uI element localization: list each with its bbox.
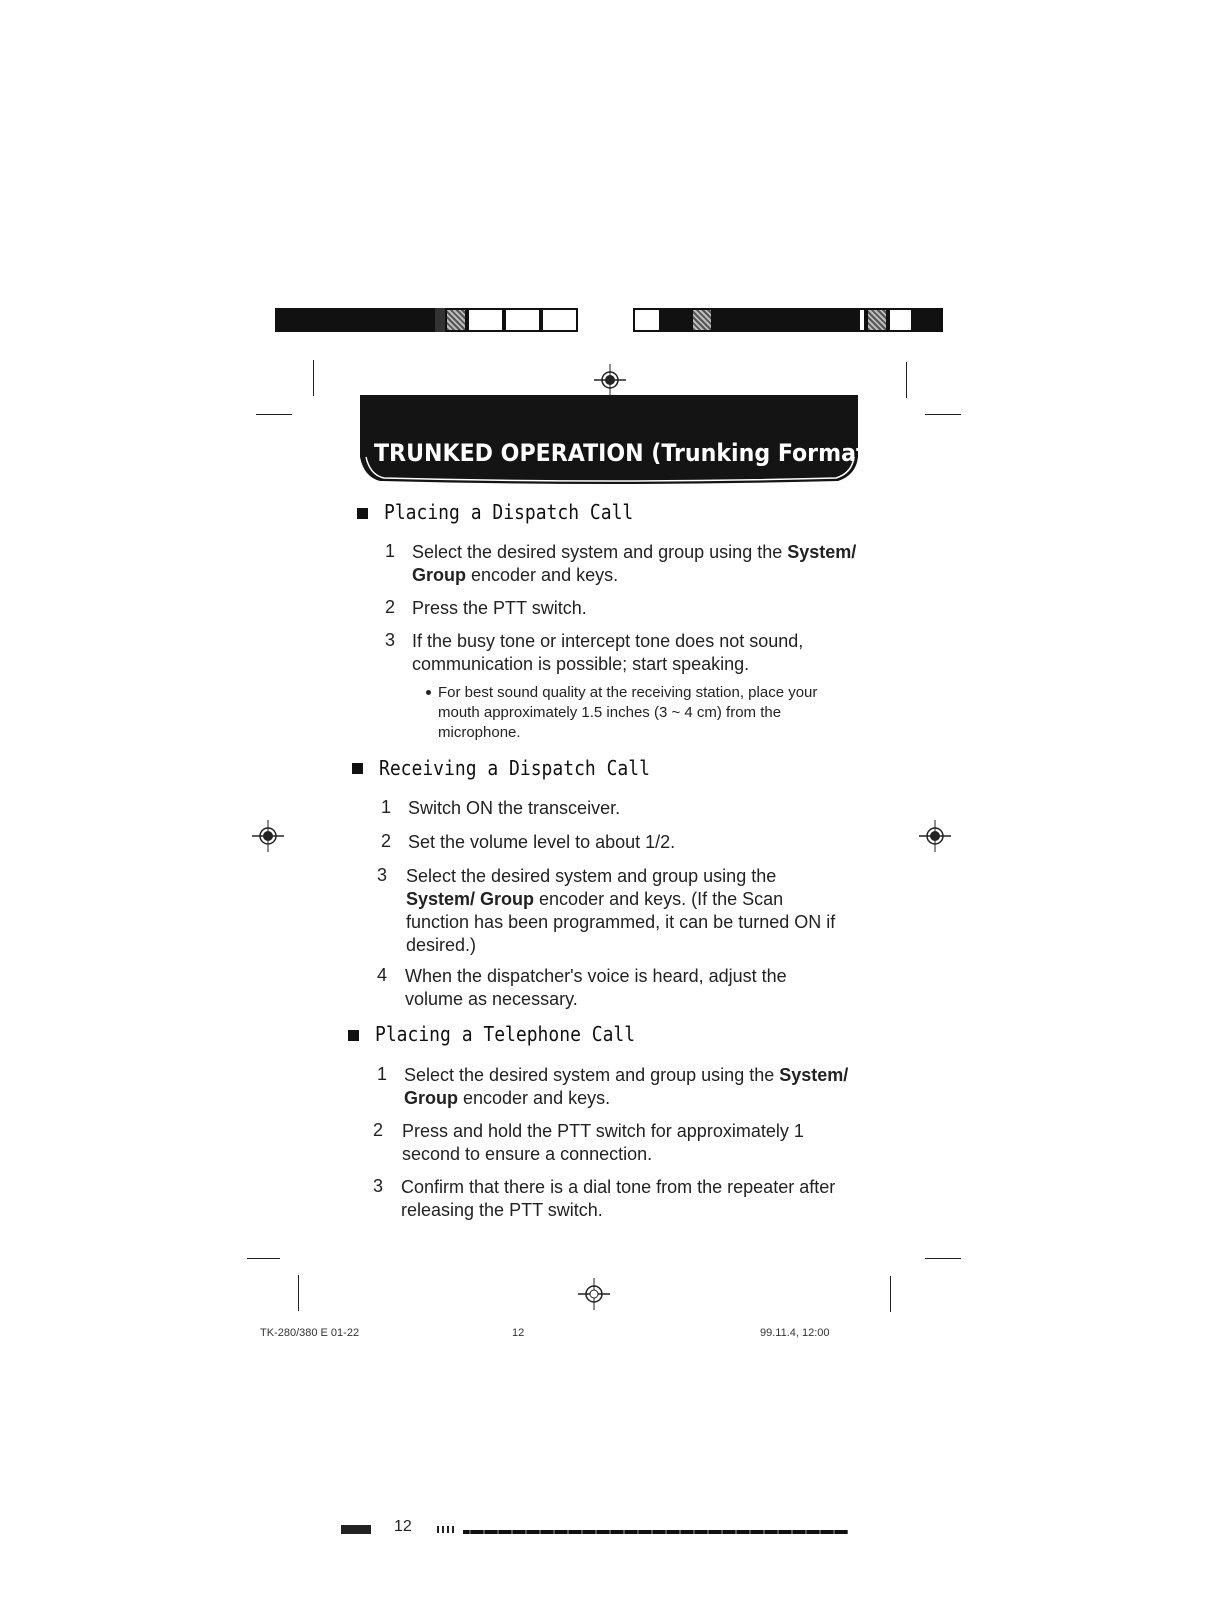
registration-mark-lower [576,1276,612,1312]
step-number: 1 [385,541,396,561]
step-text: Confirm that there is a dial tone from the repeater after releasing the PTT switch. [401,1177,836,1220]
crop-mark [247,1258,280,1259]
color-bar-left [275,308,578,332]
step-text: Select the desired system and group using the System/ Group encoder and keys. [412,542,857,585]
print-slug-right: 99.11.4, 12:00 [760,1327,830,1339]
step-number: 2 [381,831,392,851]
step-number: 3 [377,865,388,885]
step-text: Set the volume level to about 1/2. [408,832,676,852]
registration-mark-bottom [576,1578,612,1614]
section-bullet [357,508,368,519]
registration-mark-left [250,818,286,854]
step-number: 3 [385,630,396,650]
crop-mark [906,362,907,398]
step-text: Select the desired system and group using the System/ Group encoder and keys. [404,1065,849,1108]
note-bullet [426,690,431,695]
step-text: Select the desired system and group using the System/ Group encoder and keys. (If the Scan function has been programmed, it can be turned ON if desired.) [406,866,836,955]
print-slug-left: TK-280/380 E 01-22 [260,1327,360,1339]
step-text: Press and hold the PTT switch for approximately 1 second to ensure a connection. [402,1121,804,1164]
step-number: 4 [377,965,388,985]
section-title-banner [360,395,877,483]
step-number: 1 [381,797,392,817]
registration-mark-right [917,818,953,854]
step-number: 2 [373,1120,384,1140]
page-title: TRUNKED OPERATION (Trunking Format) [374,439,877,467]
step-number: 3 [373,1176,384,1196]
step-text: If the busy tone or intercept tone does not sound, communication is possible; start speaking. [412,631,804,674]
section-heading: Placing a Dispatch Call [384,500,634,524]
crop-mark [298,1275,299,1311]
page-number: 12 [394,1518,412,1535]
step-text: When the dispatcher's voice is heard, adjust the volume as necessary. [405,966,787,1009]
step-number: 1 [377,1064,388,1084]
registration-mark-top [592,362,628,398]
crop-mark [925,1258,961,1259]
footer-rule [463,1530,848,1534]
print-slug-center: 12 [512,1327,525,1339]
footer-marker [341,1525,371,1534]
section-bullet [352,763,363,774]
crop-mark [925,414,961,415]
footer-marker [437,1526,455,1533]
note-text: For best sound quality at the receiving station, place your mouth approximately 1.5 inches (3 ~ 4 cm) from the microphone. [438,684,818,741]
step-number: 2 [385,597,396,617]
section-heading: Placing a Telephone Call [375,1022,636,1046]
section-bullet [348,1030,359,1041]
color-bar-right [633,308,943,332]
section-heading: Receiving a Dispatch Call [379,756,650,780]
crop-mark [256,414,292,415]
step-text: Switch ON the transceiver. [408,798,621,818]
crop-mark [890,1276,891,1312]
crop-mark [313,360,314,396]
step-text: Press the PTT switch. [412,598,587,618]
